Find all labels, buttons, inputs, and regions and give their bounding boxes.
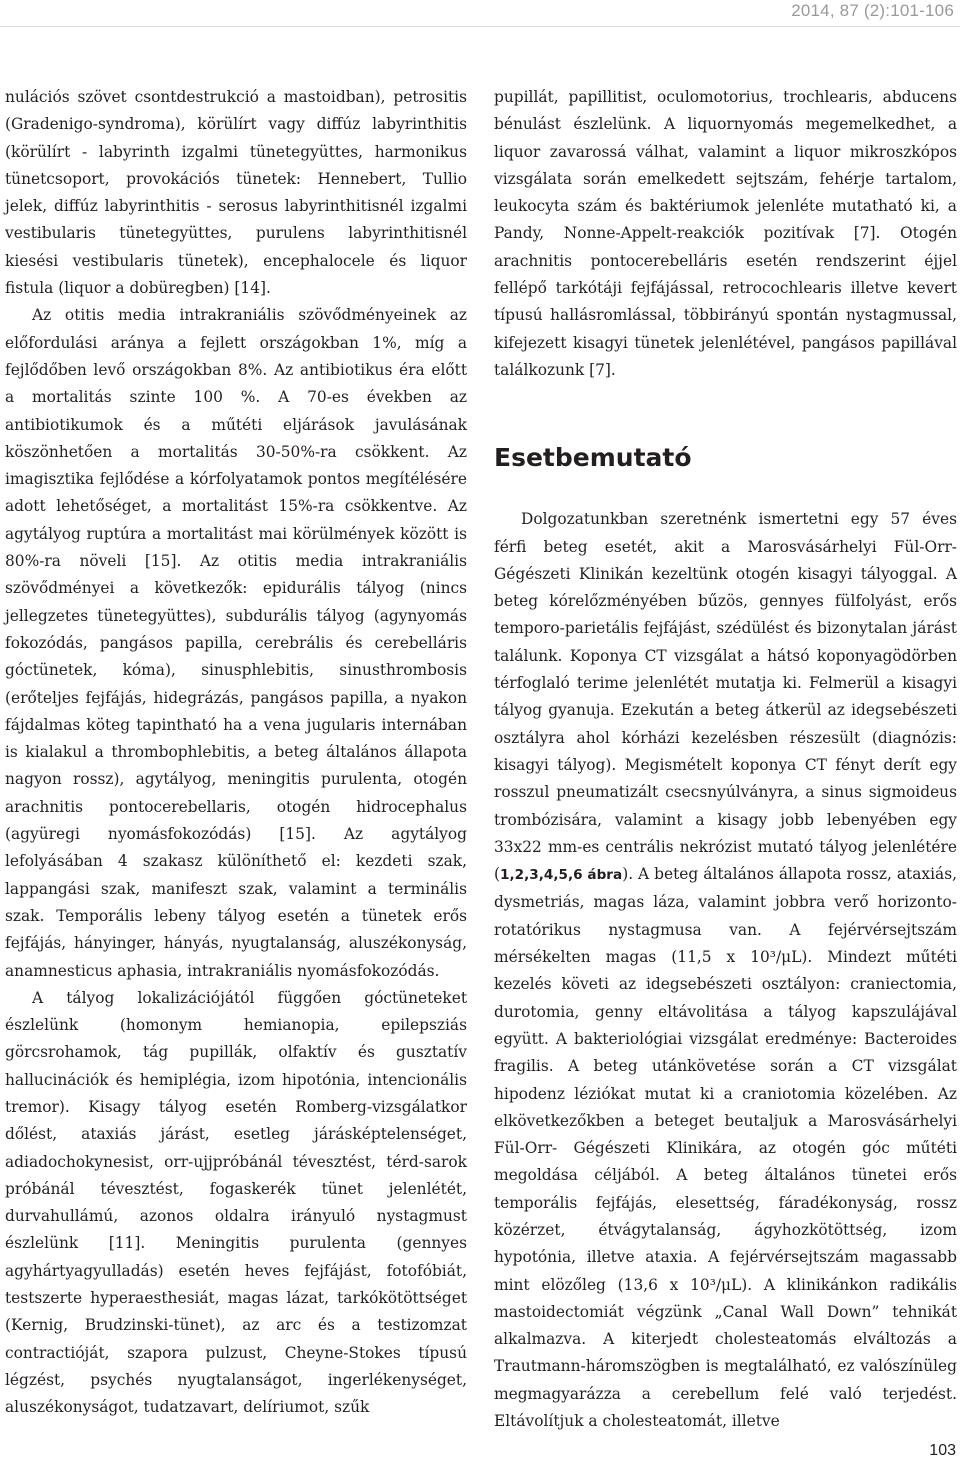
paragraph-complications-continued: nulációs szövet csontdestrukció a mastoidban), petrositis (Gradenigo-syndroma), körülírt vagy diffúz labyrinthitis (körülírt - labyrinth izgalmi tünetegyüttes, harmonikus tünetcsoport, provokációs tünetek: Hennebert, Tullio jelek, diffúz labyrinthitis - serosus labyrinthitisnél izgalmi vestibularis tünetegyüttes, purulens labyrinthitisnél kiesési vestibularis tünetek), encephalocele és liquor fistula (liquor a dobüregben) [14]. <box>5 88 467 298</box>
left-column <box>5 84 467 1422</box>
paragraph-abscess-localization: A tályog lokalizációjától függően góctüneteket észlelünk (homonym hemianopia, epilepsziás görcsrohamok, tág pupillák, olfaktív és gusztatív hallucinációk és hemiplégia, izom hipotónia, intencionális tremor). Kisagy tályog esetén Romberg-vizsgálatkor dőlést, ataxiás járást, esetleg járásképtelenséget, adiadochokynesist, orr-ujjpróbánál tévesztést, térd-sarok próbánál tévesztést, fogaskerék tünet jelenlétét, durvahullámú, azonos oldalra irányuló nystagmust észlelünk [11]. Meningitis purulenta (gennyes agyhártyagyulladás) esetén heves fejfájást, fotofóbiát, testszerte hyperaesthesiát, magas lázat, tarkókötöttséget (Kernig, Brudzinski-tünet), az arc és a testizomzat contractióját, szapora pulzust, Cheyne-Stokes típusú légzést, psychés nyugtalanságot, ingerlékenységet, aluszékonyságot, tudatzavart, delíriumot, szűk <box>5 988 467 1417</box>
paragraph-case-report <box>494 506 957 1435</box>
journal-reference: 2014, 87 (2):101-106 <box>791 1 954 20</box>
right-column <box>494 84 957 1435</box>
section-heading-case-report: Esetbemutató <box>494 443 692 473</box>
page-number: 103 <box>929 1442 956 1459</box>
case-text-after-figure-ref: ). A beteg általános állapota rossz, ataxiás, dysmetriás, magas láza, valamint jobbra verő horizonto-rotatórikus nystagmusa van. A fejérvérsejtszám mérsékelten magas (11,5 x 10³/μL). Mindezt műtéti kezelés követi az idegsebészeti osztályon: craniectomia, durotomia, genny eltávolitása a tályog kapszulájával együtt. A bakteriológiai vizsgálat eredménye: Bacteroides fragilis. A beteg utánkövetése során a CT vizsgálat hipodenz léziókat mutat ki a craniotomia közelében. Az elkövetkezőkben a beteget beutaljuk a Marosvásárhelyi Fül-Orr- Gégészeti Klinikára, az otogén góc műtéti megoldása céljából. A beteg általános tünetei erős temporális fejfájás, elesettség, fáradékonyság, rossz közérzet, étvágytalanság, ágyhozkötöttség, izom hypotónia, illetve ataxia. A fejérvérsejtszám magassabb mint elözőleg (13,6 x 10³/μL). A klinikánkon radikális mastoidectomiát végzünk „Canal Wall Down” tehnikát alkalmazva. A kiterjedt cholesteatomás elváltozás a Trautmann-háromszögben is megtalálható, ez valószínüleg megmagyarázza a cerebellum felé való terjedést. Eltávolítjuk a cholesteatomát, illetve <box>494 865 957 1431</box>
running-header <box>0 0 960 27</box>
paragraph-meningitis-continued: pupillát, papillitist, oculomotorius, trochlearis, abducens bénulást észlelünk. A liquornyomás megemelkedhet, a liquor zavarossá válhat, valamint a liquor mikroszkópos vizsgálata során emelkedett sejtszám, fehérje tartalom, leukocyta szám és baktériumok jelenléte mutatható ki, a Pandy, Nonne-Appelt-reakciók pozitívak [7]. Otogén arachnitis pontocerebelláris esetén rendszerint éjjel fellépő tarkótáji fejfájással, retrocochlearis illetve kevert típusú hallásromlással, többirányú spontán nystagmussal, kifejezett kisagyi tünetek jelenlétével, pangásos papillával találkozunk [7]. <box>494 88 957 379</box>
figure-reference[interactable]: 1,2,3,4,5,6 ábra <box>500 867 623 884</box>
case-text-before-figure-ref: Dolgozatunkban szeretnénk ismertetni egy 57 éves férfi beteg esetét, akit a Marosvásárhelyi Fül-Orr-Gégészeti Klinikán kezeltünk otogén kisagyi tályoggal. A beteg kórelőzményében bűzös, gennyes fülfolyást, erős temporo-parietális fejfájást, szédülést és bizonytalan járást találunk. Koponya CT vizsgálat a hátsó koponyagödörben térfoglaló terime jelenlétét mutatja ki. Felmerül a kisagyi tályog gyanuja. Ezekután a beteg átkerül az idegsebészeti osztályra ahol kórházi kezelésben részesült (diagnózis: kisagyi tályog). Megismételt koponya CT fényt derít egy rosszul pneumatizált csecsnyúlványra, a sinus sigmoideus trombózisára, valamint a kisagy jobb lebenyében egy 33x22 mm-es centrális nekrózist mutató tályog jelenlétére ( <box>494 510 957 884</box>
paragraph-intracranial-complications: Az otitis media intrakraniális szövődményeinek az előfordulási aránya a fejlett országokban 1%, míg a fejlődőben levő országokban 8%. Az antibiotikus éra előtt a mortalitás szinte 100 %. A 70-es években az antibiotikumok és a műtéti eljárások javulásának köszönhetően a mortalitás 30-50%-ra csökkent. Az imagisztika fejlődése a kórfolyatamok pontos megítélésére adott lehetőséget, a mortalitást 15%-ra csökkentve. Az agytályog ruptúra a mortalitást mai körülmények között is 80%-ra növeli [15]. Az otitis media intrakraniális szövődményei a következők: epidurális tályog (nincs jellegzetes tünetegyüttes), subdurális tályog (agynyomás fokozódás, pangásos papilla, cerebrális és cerebelláris góctünetek, kóma), sinusphlebitis, sinusthrombosis (erőteljes fejfájás, hidegrázás, pangásos papilla, a nyakon fájdalmas köteg tapintható ha a vena jugularis internában is kialakul a thrombophlebitis, a beteg általános állapota nagyon rossz), agytályog, meningitis purulenta, otogén arachnitis pontocerebellaris, otogén hidrocephalus (agyüregi nyomásfokozódás) [15]. Az agytályog lefolyásában 4 szakasz különíthető el: kezdeti szak, lappangási szak, manifeszt szak, valamint a terminális szak. Temporális lebeny tályog esetén a tünetek erős fejfájás, hányinger, hányás, nyugtalanság, aluszékonyság, anamnesticus aphasia, intrakraniális nyomásfokozódás. <box>5 306 467 980</box>
